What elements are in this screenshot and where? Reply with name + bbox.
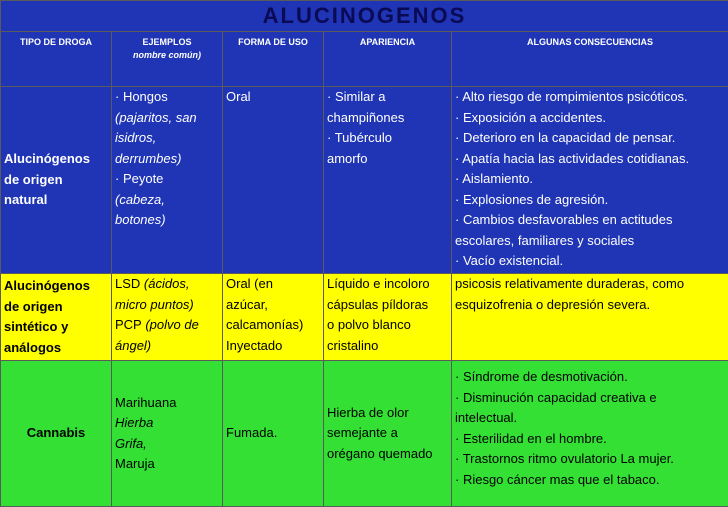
ejemplo-line <box>115 315 219 336</box>
ejemplo-line <box>115 274 219 295</box>
ejemplo-name: LSD <box>115 276 140 291</box>
consecuencias-cell <box>452 274 728 361</box>
ejemplo-line: Marihuana <box>115 393 219 414</box>
forma-cell <box>223 87 324 274</box>
header-forma: FORMA DE USO <box>223 32 324 87</box>
consecuencia-line: · Riesgo cáncer mas que el tabaco. <box>455 470 725 491</box>
consecuencia-line: · Disminución capacidad creativa e <box>455 388 725 409</box>
header-ejemplos <box>112 32 223 87</box>
ejemplo-line: Grifa, <box>115 434 219 455</box>
apariencia-line: · Similar a <box>327 87 448 108</box>
apariencia-line: amorfo <box>327 149 448 170</box>
consecuencia-line: intelectual. <box>455 408 725 429</box>
table-title: ALUCINOGENOS <box>263 3 467 28</box>
header-ejemplos-label: EJEMPLOS <box>142 37 191 47</box>
consecuencia-line: esquizofrenia o depresión severa. <box>455 295 725 316</box>
consecuencia-line: · Síndrome de desmotivación. <box>455 367 725 388</box>
ejemplo-line: (pajaritos, san <box>115 108 219 129</box>
consecuencia-line: · Trastornos ritmo ovulatorio La mujer. <box>455 449 725 470</box>
ejemplo-line: isidros, <box>115 128 219 149</box>
ejemplos-cell <box>112 361 223 507</box>
consecuencia-line: · Explosiones de agresión. <box>455 190 725 211</box>
ejemplo-line: ángel) <box>115 336 219 357</box>
consecuencia-line: · Aislamiento. <box>455 169 725 190</box>
header-apariencia: APARIENCIA <box>324 32 452 87</box>
tipo-cell <box>1 361 112 507</box>
consecuencia-line: · Cambios desfavorables en actitudes <box>455 210 725 231</box>
forma-line: Oral (en <box>226 274 320 295</box>
ejemplo-line: Maruja <box>115 454 219 475</box>
apariencia-line: orégano quemado <box>327 444 448 465</box>
apariencia-line: o polvo blanco <box>327 315 448 336</box>
consecuencia-line: psicosis relativamente duraderas, como <box>455 274 725 295</box>
apariencia-line: cápsulas píldoras <box>327 295 448 316</box>
apariencia-line: Líquido e incoloro <box>327 274 448 295</box>
apariencia-line: champiñones <box>327 108 448 129</box>
tipo-line: Cannabis <box>4 423 108 444</box>
apariencia-line: semejante a <box>327 423 448 444</box>
ejemplo-line: Hierba <box>115 413 219 434</box>
consecuencia-line: · Vacío existencial. <box>455 251 725 272</box>
ejemplo-line: (cabeza, <box>115 190 219 211</box>
tipo-cell <box>1 87 112 274</box>
ejemplo-alias: (polvo de <box>142 317 199 332</box>
consecuencias-cell <box>452 361 728 507</box>
tipo-line: de origen <box>4 297 108 318</box>
tipo-line: Alucinógenos <box>4 149 108 170</box>
tipo-line: Alucinógenos <box>4 276 108 297</box>
apariencia-line: cristalino <box>327 336 448 357</box>
ejemplo-line: micro puntos) <box>115 295 219 316</box>
consecuencia-line: escolares, familiares y sociales <box>455 231 725 252</box>
apariencia-cell <box>324 361 452 507</box>
forma-cell <box>223 274 324 361</box>
ejemplos-cell <box>112 87 223 274</box>
title-row <box>1 1 728 32</box>
ejemplos-cell <box>112 274 223 361</box>
ejemplo-line: derrumbes) <box>115 149 219 170</box>
row-cannabis <box>1 361 728 507</box>
forma-line: Inyectado <box>226 336 320 357</box>
consecuencia-line: · Deterioro en la capacidad de pensar. <box>455 128 725 149</box>
header-tipo: TIPO DE DROGA <box>1 32 112 87</box>
title-cell <box>1 1 728 32</box>
forma-line: Oral <box>226 87 320 108</box>
forma-line: calcamonías) <box>226 315 320 336</box>
apariencia-line: Hierba de olor <box>327 403 448 424</box>
forma-cell <box>223 361 324 507</box>
consecuencia-line: · Alto riesgo de rompimientos psicóticos. <box>455 87 725 108</box>
apariencia-line: · Tubérculo <box>327 128 448 149</box>
tipo-line: de origen <box>4 170 108 191</box>
ejemplo-line: botones) <box>115 210 219 231</box>
ejemplo-alias: (ácidos, <box>140 276 189 291</box>
tipo-cell <box>1 274 112 361</box>
header-consecuencias: ALGUNAS CONSECUENCIAS <box>452 32 728 87</box>
ejemplo-line: · Hongos <box>115 87 219 108</box>
tipo-line: natural <box>4 190 108 211</box>
tipo-line: análogos <box>4 338 108 359</box>
tipo-line: sintético y <box>4 317 108 338</box>
consecuencia-line: · Exposición a accidentes. <box>455 108 725 129</box>
ejemplo-name: PCP <box>115 317 142 332</box>
row-natural <box>1 87 728 274</box>
ejemplo-line: · Peyote <box>115 169 219 190</box>
forma-line: azúcar, <box>226 295 320 316</box>
row-sintetico <box>1 274 728 361</box>
forma-line: Fumada. <box>226 423 320 444</box>
consecuencia-line: · Apatía hacia las actividades cotidianas. <box>455 149 725 170</box>
apariencia-cell <box>324 87 452 274</box>
apariencia-cell <box>324 274 452 361</box>
consecuencia-line: · Esterilidad en el hombre. <box>455 429 725 450</box>
consecuencias-cell <box>452 87 728 274</box>
header-row <box>1 32 728 87</box>
header-ejemplos-sub: nombre común) <box>115 49 219 62</box>
